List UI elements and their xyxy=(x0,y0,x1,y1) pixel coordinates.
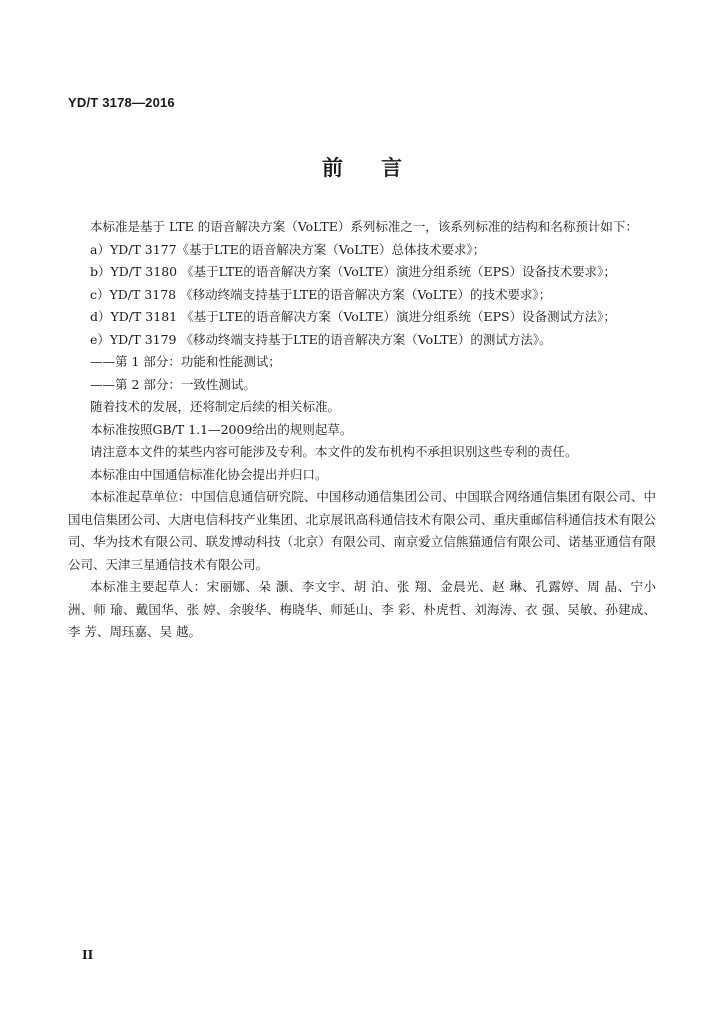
statement-drafting-rules: 本标准按照GB/T 1.1—2009给出的规则起草。 xyxy=(90,421,353,437)
series-item-b: b）YD/T 3180 《基于LTE的语音解决方案（VoLTE）演进分组系统（EPS）设备技术要求》； xyxy=(90,264,616,279)
series-item-a: a）YD/T 3177《基于LTE的语音解决方案（VoLTE）总体技术要求》； xyxy=(90,241,486,257)
document-code: YD/T 3178—2016 xyxy=(68,95,175,110)
page-title: 前言 xyxy=(322,156,440,180)
statement-patent: 请注意本文件的某些内容可能涉及专利。本文件的发布机构不承担识别这些专利的责任。 xyxy=(90,444,578,459)
drafters: 本标准主要起草人：宋丽娜、朵 灏、李文宇、胡 泊、张 翔、金晨光、赵 琳、孔露婷、周 晶、宁小洲、师 瑜、戴国华、张 婷、余骏华、梅晓华、师延山、李 彩、朴虎哲、刘海涛、衣 强、吴敏、孙建成、李 芳、周珏嘉、吴 越。 xyxy=(68,579,656,639)
statement-future: 随着技术的发展，还将制定后续的相关标准。 xyxy=(90,399,341,414)
series-item-d: d）YD/T 3181 《基于LTE的语音解决方案（VoLTE）演进分组系统（EPS）设备测试方法》； xyxy=(90,309,616,324)
drafting-units: 本标准起草单位：中国信息通信研究院、中国移动通信集团公司、中国联合网络通信集团有限公司、中国电信集团公司、大唐电信科技产业集团、北京展讯高科通信技术有限公司、重庆重邮信科通信技术有限公司、华为技术有限公司、联发博动科技（北京）有限公司、南京爱立信熊猫通信有限公司、诺基亚通信有限公司、天津三星通信技术有限公司。 xyxy=(68,489,656,572)
part-item-1: ——第 1 部分：功能和性能测试； xyxy=(90,354,281,369)
series-item-e: e）YD/T 3179 《移动终端支持基于LTE的语音解决方案（VoLTE）的测试方法》。 xyxy=(90,331,552,347)
part-item-2: ——第 2 部分：一致性测试。 xyxy=(90,376,256,392)
intro-text: 本标准是基于 LTE 的语音解决方案（VoLTE）系列标准之一，该系列标准的结构和名称预计如下： xyxy=(90,219,638,234)
series-item-c: c）YD/T 3178 《移动终端支持基于LTE的语音解决方案（VoLTE）的技术要求》； xyxy=(90,286,552,302)
page-number: II xyxy=(82,948,94,962)
statement-proposer: 本标准由中国通信标准化协会提出并归口。 xyxy=(90,466,328,482)
foreword-body xyxy=(68,216,656,644)
